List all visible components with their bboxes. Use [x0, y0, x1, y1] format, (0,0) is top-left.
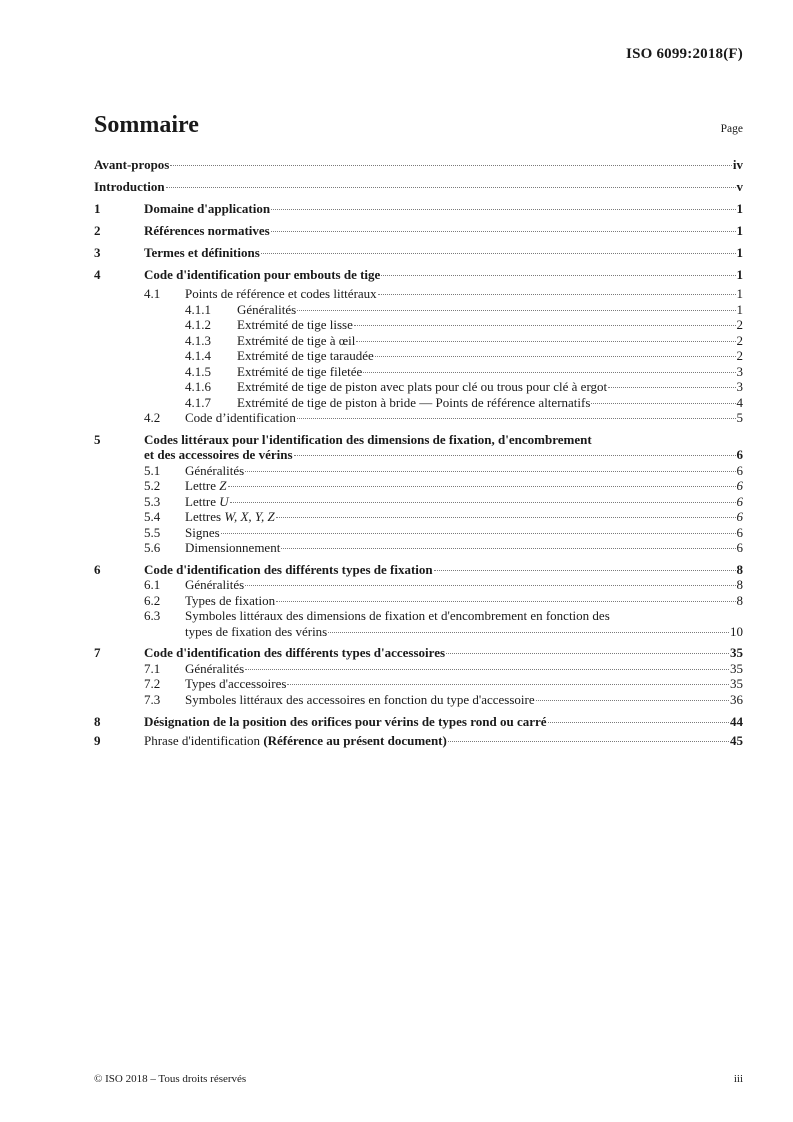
toc-entry-text: Extrémité de tige filetée — [237, 363, 363, 379]
toc-entry-4-1-6[interactable] — [94, 379, 743, 395]
toc-entry-text — [185, 494, 229, 510]
toc-entry-text: Code d'identification des différents types de fixation — [144, 561, 433, 577]
toc-entry-page: 4 — [736, 394, 743, 410]
copyright-notice: © ISO 2018 – Tous droits réservés — [94, 1073, 247, 1085]
toc-entry-page: 8 — [736, 561, 743, 577]
toc-entry-page: 6 — [736, 462, 743, 478]
toc-entry-text: Types de fixation — [185, 592, 276, 608]
toc-entry-page: v — [736, 179, 743, 194]
toc-entry-text: et des accessoires de vérins — [144, 447, 293, 462]
toc-entry-page: 2 — [736, 332, 743, 348]
toc-entry-text: Désignation de la position des orifices pour vérins de types rond ou carré — [144, 714, 547, 729]
toc-entry-5-3[interactable] — [94, 494, 743, 510]
toc-entry-text: Signes — [185, 524, 220, 540]
page-title: Sommaire — [94, 112, 199, 138]
toc-entry-4-1-1[interactable] — [94, 302, 743, 318]
dot-leader — [170, 165, 732, 166]
toc-entry-number: 8 — [94, 714, 101, 729]
toc-entry-number: 5.6 — [144, 540, 161, 555]
toc-entry-page: 2 — [736, 348, 743, 363]
toc-entry-number: 4.1.4 — [185, 348, 211, 363]
toc-entry-number: 4.1.2 — [185, 317, 211, 332]
dot-leader — [591, 403, 735, 404]
toc-entry-1[interactable] — [94, 198, 743, 220]
toc-entry-text: Extrémité de tige de piston à bride — Points de référence alternatifs — [237, 394, 591, 410]
toc-entry-4-2[interactable] — [94, 410, 743, 426]
dot-leader — [363, 372, 735, 373]
dot-leader — [294, 455, 736, 456]
dot-leader — [271, 231, 736, 232]
dot-leader — [434, 570, 736, 571]
toc-entry-5[interactable] — [94, 432, 743, 463]
toc-entry-text-plain: Lettres — [185, 509, 225, 524]
toc-entry-text: Symboles littéraux des accessoires en fonction du type d'accessoire — [185, 691, 535, 707]
toc-entry-text: Extrémité de tige lisse — [237, 317, 353, 332]
dot-leader — [381, 275, 735, 276]
toc-entry-text — [185, 509, 275, 525]
toc-entry-avant-propos[interactable] — [94, 154, 743, 176]
toc-entry-4[interactable] — [94, 264, 743, 286]
toc-entry-5-4[interactable] — [94, 509, 743, 525]
toc-entry-page: 6 — [736, 493, 743, 509]
toc-entry-page: 3 — [736, 379, 743, 394]
toc-entry-number: 4.1.5 — [185, 363, 211, 379]
dot-leader — [328, 632, 729, 633]
toc-entry-text: Extrémité de tige de piston avec plats pour clé ou trous pour clé à ergot — [237, 379, 608, 394]
dot-leader — [297, 310, 735, 311]
toc-entry-text: Dimensionnement — [185, 540, 281, 555]
toc-entry-number: 5 — [94, 431, 101, 447]
toc-entry-text: Généralités — [185, 577, 245, 592]
toc-entry-text: Code d'identification pour embouts de tige — [144, 267, 381, 282]
toc-entry-6[interactable] — [94, 562, 743, 578]
page-footer — [94, 1073, 743, 1085]
toc-entry-page: 3 — [736, 363, 743, 379]
toc-entry-number: 4.1.7 — [185, 394, 211, 410]
dot-leader — [166, 187, 736, 188]
toc-entry-4-1-3[interactable] — [94, 333, 743, 349]
dot-leader — [378, 294, 736, 295]
toc-entry-number: 7.3 — [144, 691, 161, 707]
toc-entry-page: 8 — [736, 592, 743, 608]
toc-entry-4-1-4[interactable] — [94, 348, 743, 364]
toc-entry-5-1[interactable] — [94, 463, 743, 479]
toc-entry-4-1[interactable] — [94, 286, 743, 302]
toc-entry-number: 6.2 — [144, 592, 161, 608]
toc-entry-text: Domaine d'application — [144, 201, 271, 216]
toc-entry-5-2[interactable] — [94, 478, 743, 494]
dot-leader — [287, 684, 729, 685]
toc-entry-6-3[interactable] — [94, 608, 743, 639]
toc-entry-text: Code d'identification des différents types d'accessoires — [144, 645, 446, 660]
dot-leader — [245, 585, 735, 586]
toc-entry-text: Termes et définitions — [144, 245, 260, 260]
toc-entry-4-1-2[interactable] — [94, 317, 743, 333]
toc-entry-page: 45 — [730, 733, 743, 748]
toc-entry-text: types de fixation des vérins — [185, 623, 328, 639]
dot-leader — [608, 387, 735, 388]
toc-entry-page: 1 — [736, 267, 743, 282]
toc-entry-page: 10 — [730, 623, 743, 639]
toc-entry-number: 5.1 — [144, 462, 161, 478]
toc-entry-page: 2 — [736, 317, 743, 332]
toc-entry-number: 4.1.6 — [185, 379, 211, 394]
toc-entry-text: Introduction — [94, 179, 165, 194]
toc-entry-4-1-7[interactable] — [94, 395, 743, 411]
toc-entry-text: Points de référence et codes littéraux — [185, 286, 377, 301]
toc-entry-second-line — [94, 447, 743, 463]
toc-entry-page: 1 — [736, 223, 743, 238]
toc-entry-page: 6 — [736, 509, 743, 524]
dot-leader — [356, 341, 735, 342]
toc-entry-text: Symboles littéraux des dimensions de fixation et d'encombrement en fonction des — [185, 608, 610, 623]
toc-entry-9[interactable] — [94, 730, 743, 751]
toc-entry-number: 9 — [94, 733, 101, 748]
toc-entry-6-2[interactable] — [94, 593, 743, 609]
dot-leader — [245, 471, 735, 472]
toc-entry-text: Code d’identification — [185, 410, 296, 425]
toc-entry-text — [144, 730, 447, 751]
toc-entry-number: 4.1.3 — [185, 332, 211, 348]
toc-entry-text-italic: U — [219, 493, 229, 509]
toc-entry-text-bold: (Référence au présent document) — [263, 733, 447, 748]
dot-leader — [536, 700, 729, 701]
dot-leader — [245, 669, 729, 670]
toc-entry-page: 8 — [736, 577, 743, 592]
toc-entry-page: 1 — [736, 301, 743, 317]
toc-entry-7-3[interactable] — [94, 692, 743, 708]
toc-entry-first-line — [94, 608, 743, 624]
dot-leader — [261, 253, 736, 254]
toc-entry-text: Avant-propos — [94, 157, 170, 172]
toc-entry-5-6[interactable] — [94, 540, 743, 556]
toc-entry-introduction[interactable] — [94, 176, 743, 198]
toc-entry-number: 6.3 — [144, 608, 161, 623]
page-number: iii — [733, 1073, 743, 1085]
toc-entry-number: 4 — [94, 267, 101, 282]
toc-entry-6-1[interactable] — [94, 577, 743, 593]
dot-leader — [354, 325, 736, 326]
toc-entry-text-italic: W, X, Y, Z — [224, 509, 275, 524]
toc-entry-7[interactable] — [94, 645, 743, 661]
dot-leader — [221, 533, 736, 534]
toc-entry-text: Généralités — [185, 660, 245, 676]
toc-entry-page: 6 — [736, 447, 743, 462]
toc-entry-number: 5.4 — [144, 509, 161, 524]
dot-leader — [276, 517, 736, 518]
toc-entry-page: 35 — [730, 645, 743, 660]
toc-entry-3[interactable] — [94, 242, 743, 264]
toc-entry-text-plain: Phrase d'identification — [144, 733, 264, 748]
toc-entry-7-2[interactable] — [94, 676, 743, 692]
toc-entry-8[interactable] — [94, 713, 743, 730]
toc-entry-number: 5.3 — [144, 493, 161, 509]
toc-entry-page: 5 — [736, 410, 743, 425]
toc-entry-text: Codes littéraux pour l'identification des dimensions de fixation, d'encombrement — [144, 431, 592, 447]
toc-entry-page: 1 — [736, 201, 743, 216]
toc-entry-4-1-5[interactable] — [94, 364, 743, 380]
toc-entry-number: 2 — [94, 223, 101, 238]
toc-entry-number: 7 — [94, 645, 101, 660]
toc-entry-number: 5.2 — [144, 478, 161, 493]
toc-entry-number: 1 — [94, 201, 101, 216]
toc-entry-text-plain: Lettre — [185, 478, 220, 493]
dot-leader — [228, 486, 736, 487]
toc-entry-2[interactable] — [94, 220, 743, 242]
toc-entry-number: 3 — [94, 245, 101, 260]
toc-entry-second-line — [94, 624, 743, 640]
toc-entry-text — [185, 478, 227, 494]
toc-entry-page: 1 — [736, 245, 743, 260]
toc-entry-page: 1 — [736, 286, 743, 301]
toc-entry-text: Extrémité de tige taraudée — [237, 348, 374, 363]
toc-entry-text-italic: Z — [219, 478, 227, 493]
toc-entry-page: iv — [732, 157, 743, 172]
dot-leader — [230, 502, 736, 503]
toc-entry-page: 35 — [730, 660, 743, 676]
toc-entry-first-line — [94, 432, 743, 448]
toc-entry-page: 35 — [730, 676, 743, 691]
toc-entry-7-1[interactable] — [94, 661, 743, 677]
toc-entry-number: 4.1.1 — [185, 301, 211, 317]
toc-entry-text: Généralités — [185, 462, 245, 478]
toc-entry-5-5[interactable] — [94, 525, 743, 541]
document-id: ISO 6099:2018(F) — [626, 46, 743, 62]
toc-entry-page: 6 — [736, 524, 743, 540]
toc-entry-number: 6 — [94, 561, 101, 577]
dot-leader — [297, 418, 736, 419]
page-column-label: Page — [720, 123, 743, 135]
toc-entry-page: 6 — [736, 478, 743, 493]
toc-entry-page: 36 — [730, 691, 743, 707]
toc-entry-page: 44 — [730, 714, 743, 729]
table-of-contents — [94, 154, 743, 751]
toc-entry-text-plain: Lettre — [185, 493, 220, 509]
toc-entry-number: 6.1 — [144, 577, 161, 592]
dot-leader — [276, 601, 735, 602]
dot-leader — [448, 741, 729, 742]
toc-entry-number: 7.2 — [144, 676, 161, 691]
toc-entry-text: Généralités — [237, 301, 297, 317]
toc-entry-text: Références normatives — [144, 223, 270, 238]
title-row — [94, 112, 743, 139]
toc-entry-number: 4.2 — [144, 410, 161, 425]
toc-entry-page: 6 — [736, 540, 743, 555]
dot-leader — [446, 653, 729, 654]
dot-leader — [281, 548, 735, 549]
toc-entry-number: 4.1 — [144, 286, 161, 301]
dot-leader — [375, 356, 736, 357]
toc-entry-number: 7.1 — [144, 660, 161, 676]
dot-leader — [271, 209, 735, 210]
toc-entry-text: Extrémité de tige à œil — [237, 332, 356, 348]
toc-entry-text: Types d'accessoires — [185, 676, 287, 691]
dot-leader — [548, 722, 729, 723]
toc-entry-number: 5.5 — [144, 524, 161, 540]
